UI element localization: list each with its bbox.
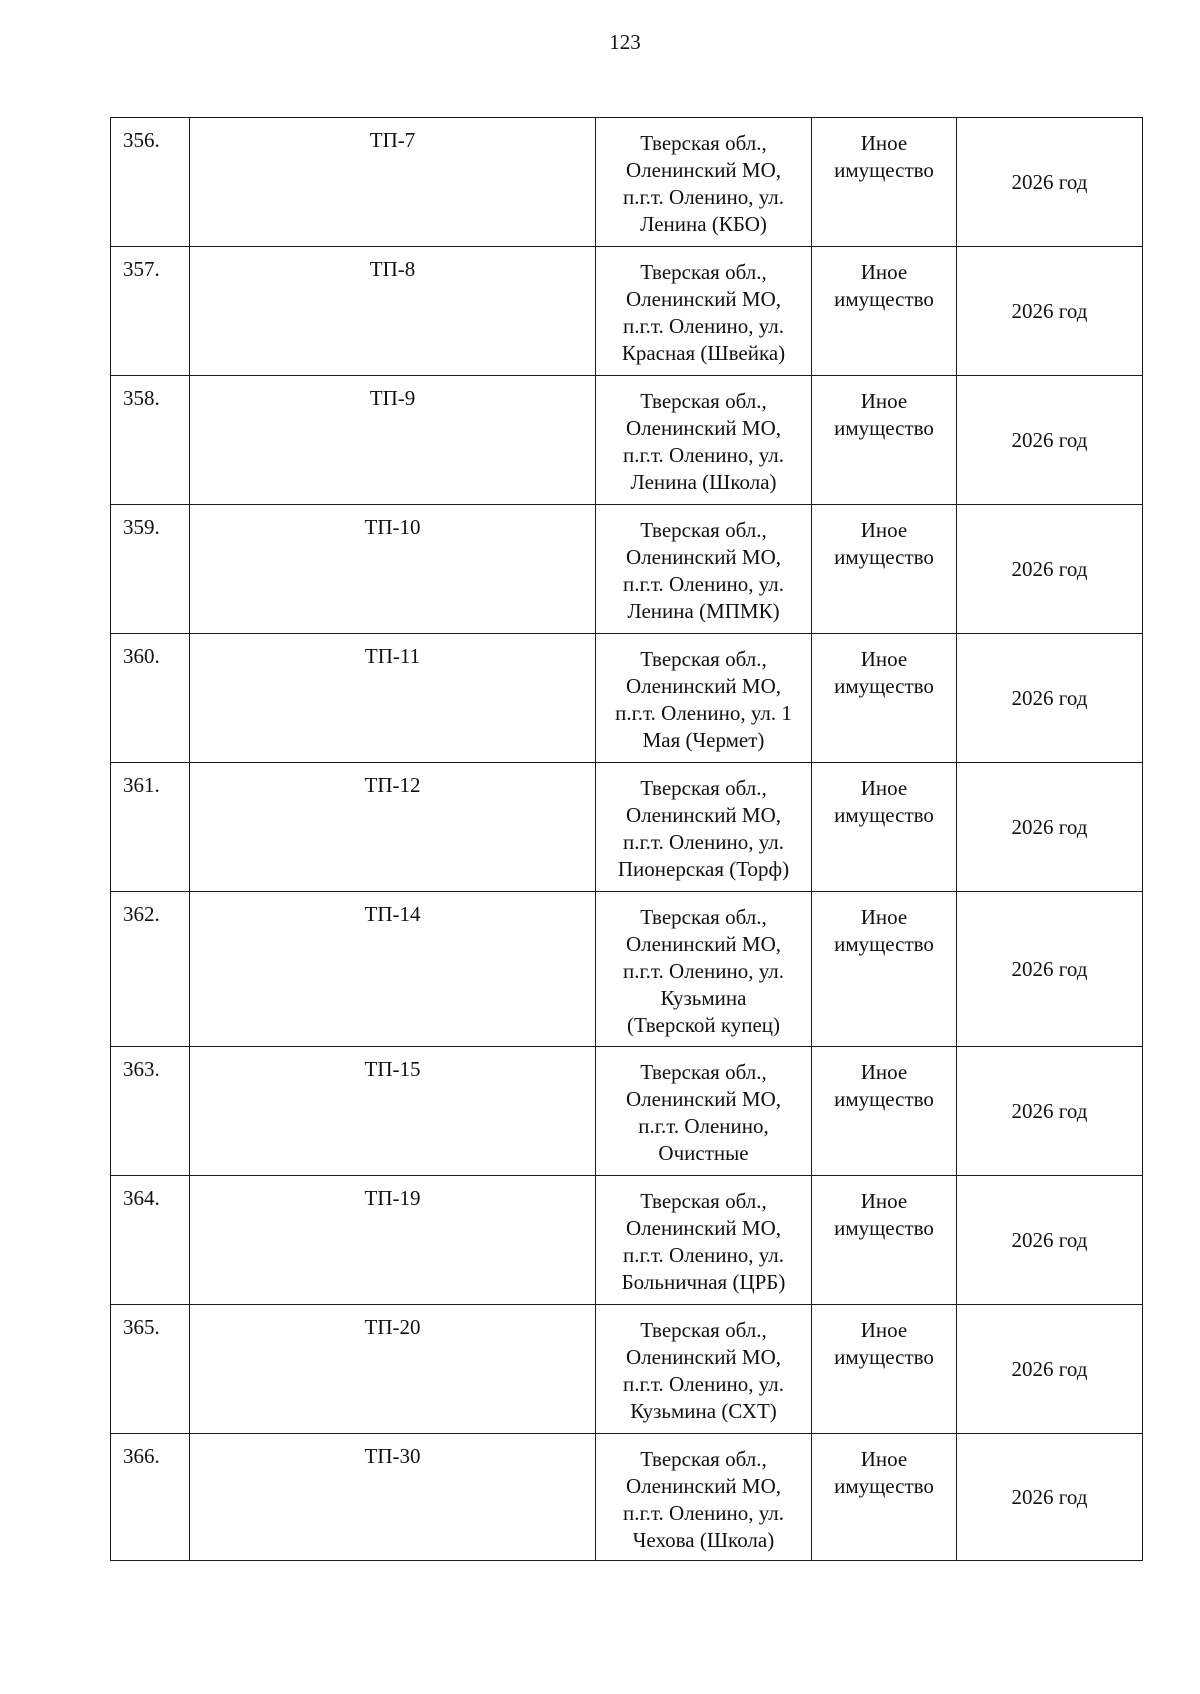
address-line: Оленинский МО,: [625, 803, 782, 827]
address-line: Оленинский МО,: [625, 545, 782, 569]
privatization-year: 2026 год: [957, 376, 1143, 505]
property-type-line: имущество: [834, 158, 934, 182]
address-line: Оленинский МО,: [625, 932, 782, 956]
property-type-line: имущество: [834, 1087, 934, 1111]
privatization-year: 2026 год: [957, 763, 1143, 892]
object-name: ТП-10: [190, 505, 596, 634]
object-address: [596, 1176, 812, 1305]
address-line: Оленинский МО,: [625, 1474, 782, 1498]
property-type-line: Иное: [860, 260, 908, 284]
privatization-year: 2026 год: [957, 505, 1143, 634]
address-line: п.г.т. Оленино, ул.: [622, 830, 785, 854]
address-line: Тверская обл.,: [640, 1318, 767, 1342]
address-line: Мая (Чермет): [642, 728, 765, 752]
row-number: 356.: [111, 118, 190, 247]
address-line: Красная (Швейка): [621, 341, 786, 365]
object-address: [596, 763, 812, 892]
row-number: 361.: [111, 763, 190, 892]
property-type-line: Иное: [860, 647, 908, 671]
row-number: 364.: [111, 1176, 190, 1305]
address-line: Тверская обл.,: [640, 260, 767, 284]
address-line: Тверская обл.,: [640, 905, 767, 929]
property-type-line: имущество: [834, 416, 934, 440]
table-row: [111, 892, 1143, 1047]
object-address: [596, 1047, 812, 1176]
address-line: Ленина (МПМК): [627, 599, 780, 623]
property-type-line: Иное: [860, 1318, 908, 1342]
row-number: 366.: [111, 1434, 190, 1561]
property-type-line: Иное: [860, 131, 908, 155]
address-line: Кузьмина (СХТ): [630, 1399, 777, 1423]
row-number: 360.: [111, 634, 190, 763]
address-line: Кузьмина: [660, 986, 747, 1010]
table-body: [111, 118, 1143, 1561]
property-type-line: Иное: [860, 1447, 908, 1471]
address-line: Очистные: [658, 1141, 749, 1165]
privatization-year: 2026 год: [957, 892, 1143, 1047]
object-name: ТП-15: [190, 1047, 596, 1176]
property-type: [812, 1176, 957, 1305]
table-row: [111, 1176, 1143, 1305]
address-line: (Тверской купец): [626, 1013, 781, 1037]
address-line: п.г.т. Оленино,: [638, 1114, 769, 1138]
property-type-line: имущество: [834, 1345, 934, 1369]
property-type: [812, 118, 957, 247]
property-type-line: имущество: [834, 932, 934, 956]
object-name: ТП-30: [190, 1434, 596, 1561]
address-line: Тверская обл.,: [640, 1189, 767, 1213]
address-line: п.г.т. Оленино, ул.: [622, 314, 785, 338]
address-line: Чехова (Школа): [632, 1528, 775, 1552]
property-type: [812, 376, 957, 505]
object-name: ТП-20: [190, 1305, 596, 1434]
table-row: [111, 118, 1143, 247]
address-line: Пионерская (Торф): [617, 857, 790, 881]
address-line: Ленина (Школа): [630, 470, 777, 494]
table-row: [111, 1434, 1143, 1561]
property-type-line: Иное: [860, 1189, 908, 1213]
property-type-line: Иное: [860, 905, 908, 929]
property-type-line: имущество: [834, 803, 934, 827]
object-name: ТП-14: [190, 892, 596, 1047]
address-line: Ленина (КБО): [640, 212, 767, 236]
row-number: 359.: [111, 505, 190, 634]
address-line: Оленинский МО,: [625, 1216, 782, 1240]
table-row: [111, 247, 1143, 376]
property-type-line: имущество: [834, 287, 934, 311]
table-row: [111, 376, 1143, 505]
address-line: Оленинский МО,: [625, 1345, 782, 1369]
address-line: Оленинский МО,: [625, 158, 782, 182]
property-type: [812, 763, 957, 892]
row-number: 365.: [111, 1305, 190, 1434]
table-row: [111, 505, 1143, 634]
address-line: Тверская обл.,: [640, 389, 767, 413]
table-row: [111, 1047, 1143, 1176]
address-line: п.г.т. Оленино, ул.: [622, 1501, 785, 1525]
address-line: Оленинский МО,: [625, 1087, 782, 1111]
object-name: ТП-8: [190, 247, 596, 376]
address-line: п.г.т. Оленино, ул.: [622, 1243, 785, 1267]
table-row: [111, 1305, 1143, 1434]
object-address: [596, 1434, 812, 1561]
address-line: п.г.т. Оленино, ул.: [622, 1372, 785, 1396]
object-address: [596, 118, 812, 247]
property-type: [812, 892, 957, 1047]
address-line: Тверская обл.,: [640, 131, 767, 155]
property-type-line: Иное: [860, 518, 908, 542]
property-type: [812, 247, 957, 376]
object-address: [596, 634, 812, 763]
object-name: ТП-19: [190, 1176, 596, 1305]
privatization-year: 2026 год: [957, 1176, 1143, 1305]
object-address: [596, 1305, 812, 1434]
address-line: Оленинский МО,: [625, 416, 782, 440]
address-line: Больничная (ЦРБ): [621, 1270, 786, 1294]
row-number: 357.: [111, 247, 190, 376]
property-type-line: имущество: [834, 674, 934, 698]
property-type: [812, 505, 957, 634]
address-line: п.г.т. Оленино, ул.: [622, 572, 785, 596]
property-type-line: Иное: [860, 389, 908, 413]
privatization-year: 2026 год: [957, 247, 1143, 376]
object-name: ТП-11: [190, 634, 596, 763]
object-address: [596, 892, 812, 1047]
address-line: Тверская обл.,: [640, 518, 767, 542]
privatization-year: 2026 год: [957, 1047, 1143, 1176]
privatization-year: 2026 год: [957, 634, 1143, 763]
row-number: 363.: [111, 1047, 190, 1176]
address-line: Оленинский МО,: [625, 674, 782, 698]
address-line: Тверская обл.,: [640, 647, 767, 671]
address-line: п.г.т. Оленино, ул.: [622, 185, 785, 209]
address-line: п.г.т. Оленино, ул.: [622, 959, 785, 983]
property-type-line: Иное: [860, 776, 908, 800]
object-address: [596, 505, 812, 634]
address-line: п.г.т. Оленино, ул. 1: [615, 701, 792, 725]
property-type-line: имущество: [834, 1474, 934, 1498]
address-line: Оленинский МО,: [625, 287, 782, 311]
row-number: 362.: [111, 892, 190, 1047]
address-line: Тверская обл.,: [640, 1447, 767, 1471]
object-name: ТП-12: [190, 763, 596, 892]
object-address: [596, 247, 812, 376]
privatization-year: 2026 год: [957, 1305, 1143, 1434]
property-type-line: Иное: [860, 1060, 908, 1084]
privatization-year: 2026 год: [957, 118, 1143, 247]
property-type-line: имущество: [834, 1216, 934, 1240]
object-name: ТП-9: [190, 376, 596, 505]
property-type: [812, 1434, 957, 1561]
table-row: [111, 763, 1143, 892]
property-type: [812, 1047, 957, 1176]
privatization-year: 2026 год: [957, 1434, 1143, 1561]
object-address: [596, 376, 812, 505]
property-registry-table: [110, 117, 1143, 1561]
table-row: [111, 634, 1143, 763]
address-line: Тверская обл.,: [640, 1060, 767, 1084]
row-number: 358.: [111, 376, 190, 505]
property-type: [812, 634, 957, 763]
address-line: Тверская обл.,: [640, 776, 767, 800]
object-name: ТП-7: [190, 118, 596, 247]
property-type: [812, 1305, 957, 1434]
page-number: 123: [609, 30, 641, 54]
property-type-line: имущество: [834, 545, 934, 569]
address-line: п.г.т. Оленино, ул.: [622, 443, 785, 467]
